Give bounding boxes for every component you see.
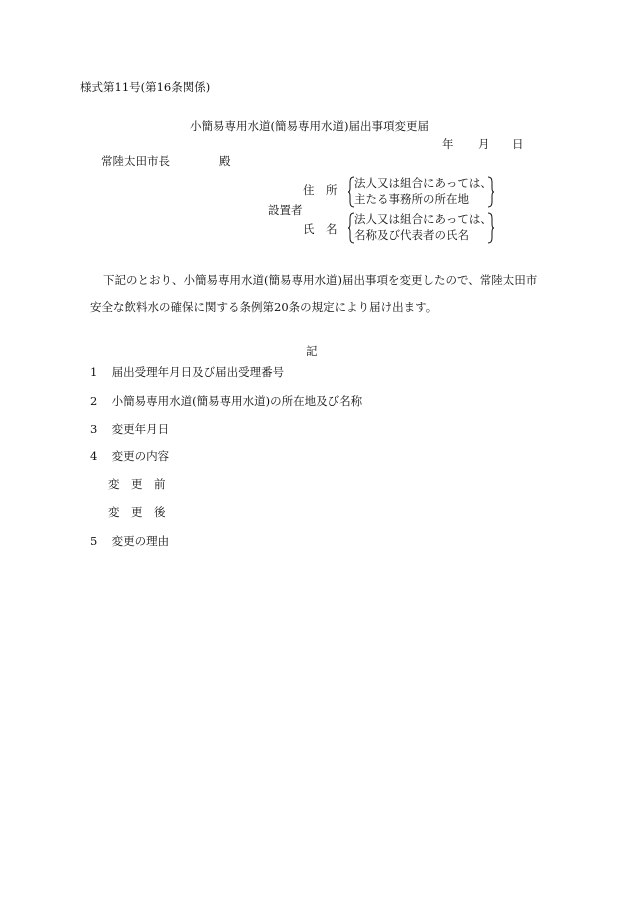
- installer-label: 設置者: [268, 203, 303, 217]
- list-item: [90, 395, 362, 409]
- date-month: 月: [478, 137, 490, 151]
- addressee-honorific: 殿: [219, 154, 231, 168]
- item-number: 3: [90, 422, 98, 436]
- name-note-line1: 法人又は組合にあっては、: [354, 212, 492, 226]
- date-day: 日: [512, 137, 524, 151]
- list-item: [90, 366, 284, 380]
- item-text: 変更の内容: [111, 449, 170, 463]
- name-note-line2: 名称及び代表者の氏名: [354, 227, 469, 242]
- list-item: [90, 423, 169, 437]
- document-title: 小簡易専用水道(簡易専用水道)届出事項変更届: [190, 119, 429, 133]
- name-note-text: [354, 212, 492, 243]
- item-text: 変更年月日: [111, 422, 170, 436]
- item-number: 2: [90, 394, 98, 408]
- item-number: 4: [90, 449, 98, 463]
- name-note: [348, 212, 498, 244]
- date-year: 年: [442, 137, 454, 151]
- change-before: 変 更 前: [108, 477, 166, 491]
- change-after: 変 更 後: [108, 505, 166, 519]
- item-number: 1: [90, 365, 98, 379]
- item-text: 小簡易専用水道(簡易専用水道)の所在地及び名称: [111, 394, 363, 408]
- address-note: [348, 176, 498, 208]
- list-item: [90, 450, 169, 464]
- addressee-name: 常陸太田市長: [101, 154, 170, 168]
- list-item: [90, 535, 169, 549]
- address-note-line1: 法人又は組合にあっては、: [354, 176, 492, 190]
- address-label: 住 所: [303, 183, 338, 197]
- address-note-line2: 主たる事務所の所在地: [354, 191, 469, 206]
- form-number: 様式第11号(第16条関係): [80, 80, 211, 94]
- name-label: 氏 名: [303, 222, 338, 236]
- item-number: 5: [90, 534, 98, 548]
- ki-heading: 記: [306, 344, 318, 358]
- item-text: 届出受理年月日及び届出受理番号: [111, 365, 285, 379]
- item-text: 変更の理由: [111, 534, 170, 548]
- body-line-2: 安全な飲料水の確保に関する条例第20条の規定により届け出ます。: [90, 300, 438, 314]
- address-note-text: [354, 176, 492, 207]
- body-line-1: 下記のとおり、小簡易専用水道(簡易専用水道)届出事項を変更したので、常陸太田市: [103, 273, 538, 287]
